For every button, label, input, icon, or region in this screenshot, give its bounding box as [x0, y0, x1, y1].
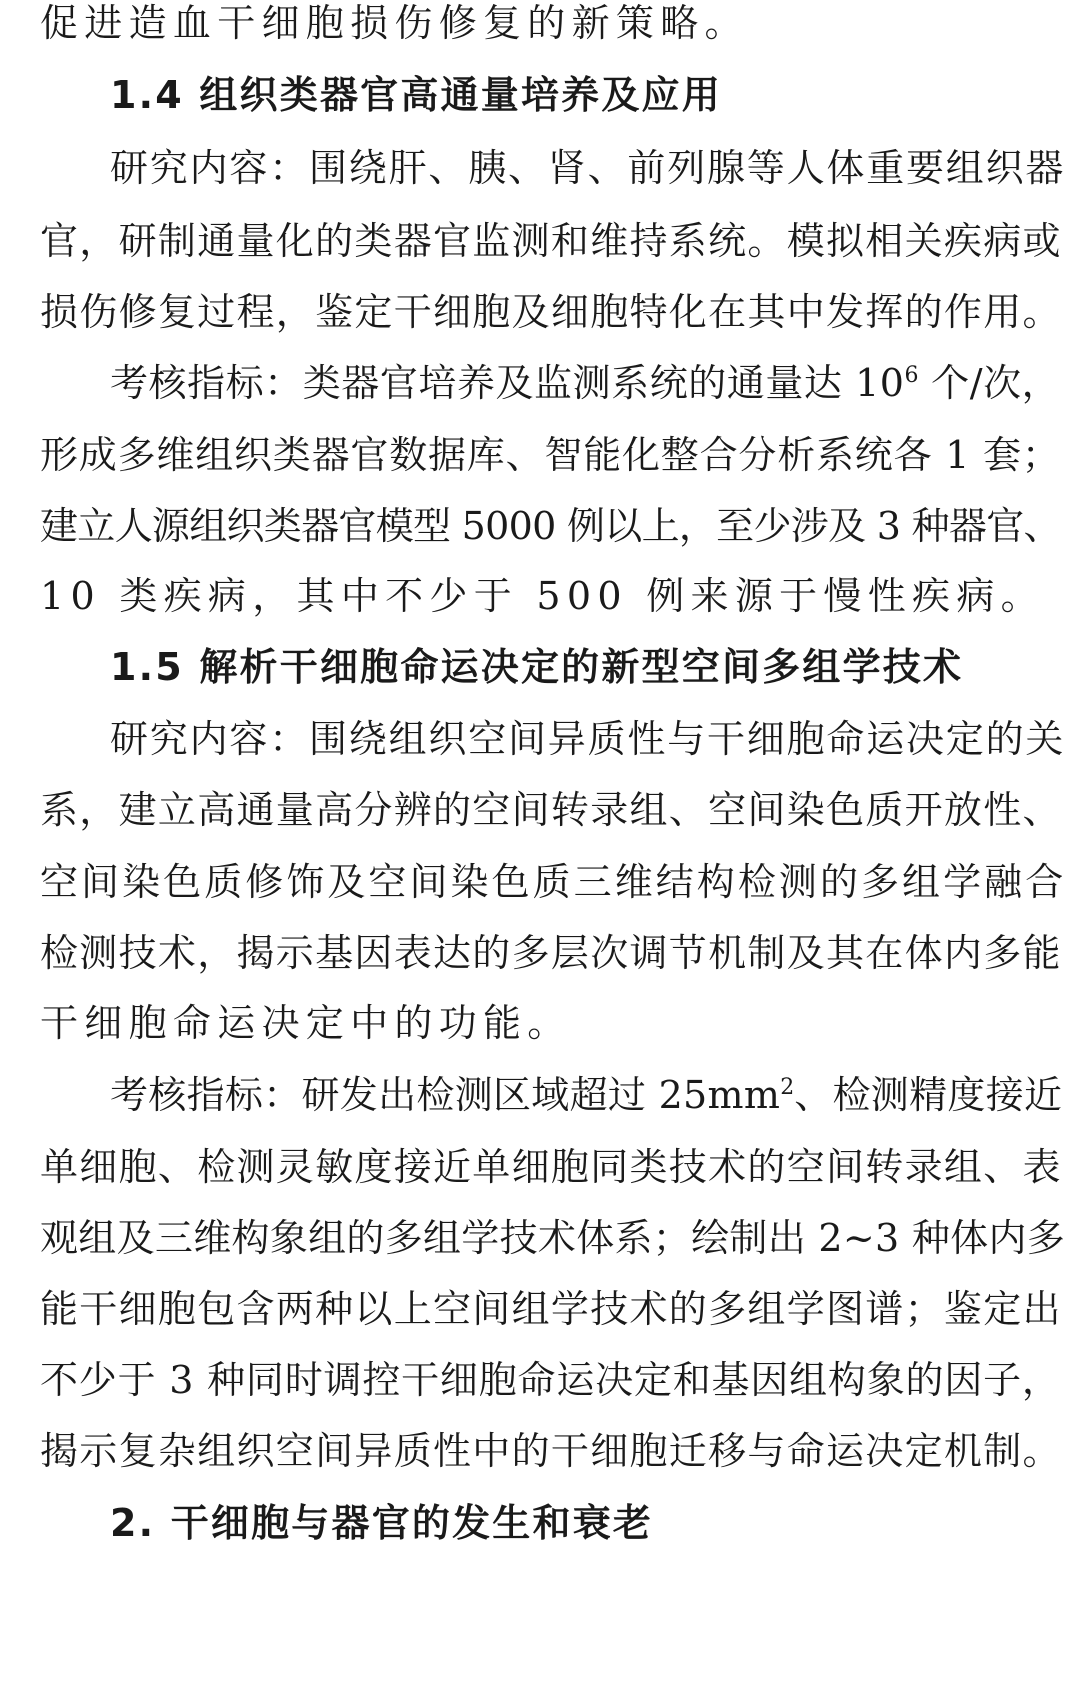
text-line-17: 单细胞、检测灵敏度接近单细胞同类技术的空间转录组、表 [40, 1145, 1062, 1189]
text-line-4: 官，研制通量化的类器官监测和维持系统。模拟相关疾病或 [40, 219, 1062, 263]
text-line-18: 观组及三维构象组的多组学技术体系；绘制出 2~3 种体内多 [40, 1216, 1066, 1260]
text-line-12: 系，建立高通量高分辨的空间转录组、空间染色质开放性、 [40, 788, 1062, 832]
section-heading-1-5: 1.5 解析干细胞命运决定的新型空间多组学技术 [110, 645, 964, 689]
text-line-5: 损伤修复过程，鉴定干细胞及细胞特化在其中发挥的作用。 [40, 290, 1062, 334]
text-line-15: 干细胞命运决定中的功能。 [40, 1001, 572, 1045]
text-line-13: 空间染色质修饰及空间染色质三维结构检测的多组学融合 [40, 860, 1067, 904]
text-segment: 、检测精度接近 [794, 1073, 1063, 1117]
text-line-21: 揭示复杂组织空间异质性中的干细胞迁移与命运决定机制。 [40, 1429, 1062, 1473]
text-segment: 个/次， [918, 361, 1061, 405]
section-heading-1-4: 1.4 组织类器官高通量培养及应用 [110, 73, 722, 117]
text-line-9: 10 类疾病，其中不少于 500 例来源于慢性疾病。 [40, 574, 1045, 618]
text-line-1: 促进造血干细胞损伤修复的新策略。 [40, 1, 749, 45]
research-content-label-line-2: 研究内容：围绕组织空间异质性与干细胞命运决定的关 [110, 717, 1066, 761]
text-line-8: 建立人源组织类器官模型 5000 例以上，至少涉及 3 种器官、 [40, 504, 1061, 548]
superscript: 2 [780, 1075, 795, 1100]
text-line-14: 检测技术，揭示基因表达的多层次调节机制及其在体内多能 [40, 931, 1062, 975]
research-content-label-line-1: 研究内容：围绕肝、胰、肾、前列腺等人体重要组织器 [110, 146, 1066, 190]
text-line-7: 形成多维组织类器官数据库、智能化整合分析系统各 1 套； [40, 433, 1061, 477]
section-heading-2: 2. 干细胞与器官的发生和衰老 [110, 1501, 654, 1545]
text-line-19: 能干细胞包含两种以上空间组学技术的多组学图谱；鉴定出 [40, 1287, 1062, 1331]
assessment-label-line-1 [110, 356, 1060, 410]
text-segment: 考核指标：类器官培养及监测系统的通量达 10 [110, 361, 905, 405]
text-segment: 考核指标：研发出检测区域超过 25mm [110, 1073, 781, 1117]
text-line-20: 不少于 3 种同时调控干细胞命运决定和基因组构象的因子， [40, 1358, 1061, 1402]
superscript: 6 [904, 363, 919, 388]
assessment-label-line-2 [110, 1068, 1062, 1122]
